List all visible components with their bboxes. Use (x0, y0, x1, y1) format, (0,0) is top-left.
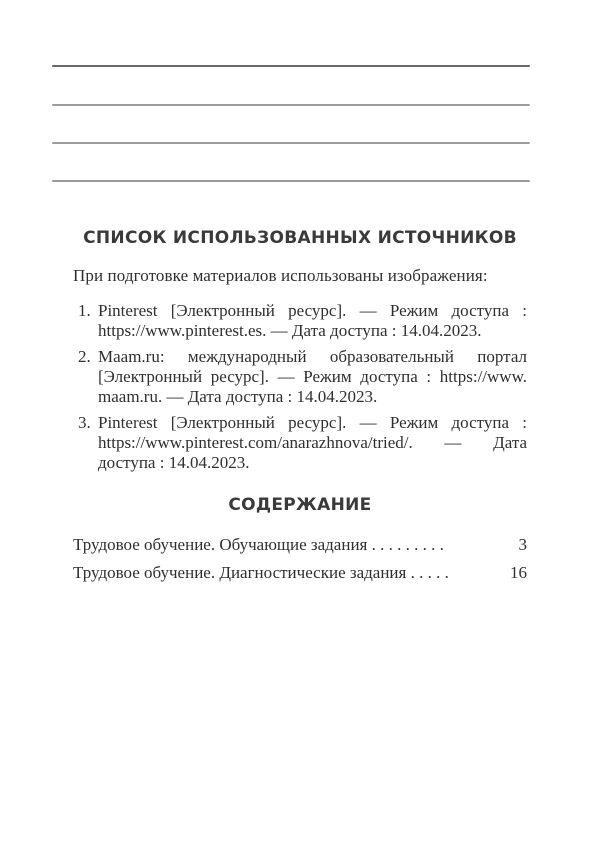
source-number: 3. (78, 413, 91, 432)
source-line: [Электронный ресурс]. — Режим доступа : https://www. (98, 367, 527, 386)
source-number: 2. (78, 347, 91, 366)
source-item (73, 301, 527, 341)
source-number: 1. (78, 301, 91, 320)
source-item (73, 413, 527, 473)
source-line: Maam.ru: международный образовательный портал (98, 347, 527, 366)
source-line: Pinterest [Электронный ресурс]. — Режим доступа : (98, 413, 527, 432)
source-line: https://www.pinterest.com/anarazhnova/tried/. — Дата (98, 433, 527, 452)
toc-dot-leader: . . . . . . . . . (367, 535, 444, 554)
ruled-line (52, 65, 530, 67)
toc-entry (73, 559, 527, 587)
source-line: maam.ru. — Дата доступа : 14.04.2023. (98, 387, 378, 406)
ruled-line (52, 104, 530, 106)
ruled-line (52, 180, 530, 182)
sources-list (73, 301, 527, 479)
source-line: доступа : 14.04.2023. (98, 453, 250, 472)
ruled-line (52, 142, 530, 144)
source-item (73, 347, 527, 407)
source-line: https://www.pinterest.es. — Дата доступа : 14.04.2023. (98, 321, 482, 340)
toc-entry (73, 531, 527, 559)
toc-entry-title: Трудовое обучение. Диагностические задания (73, 563, 407, 582)
toc-page-number: 3 (518, 535, 527, 554)
toc-entry-title: Трудовое обучение. Обучающие задания (73, 535, 368, 554)
toc-page-number: 16 (510, 563, 527, 582)
toc-heading: СОДЕРЖАНИЕ (228, 495, 372, 515)
sources-intro: При подготовке материалов использованы изображения: (73, 266, 488, 285)
toc-list (73, 531, 527, 587)
source-line: Pinterest [Электронный ресурс]. — Режим доступа : (98, 301, 527, 320)
toc-dot-leader: . . . . . (406, 563, 449, 582)
sources-heading: СПИСОК ИСПОЛЬЗОВАННЫХ ИСТОЧНИКОВ (83, 228, 517, 248)
